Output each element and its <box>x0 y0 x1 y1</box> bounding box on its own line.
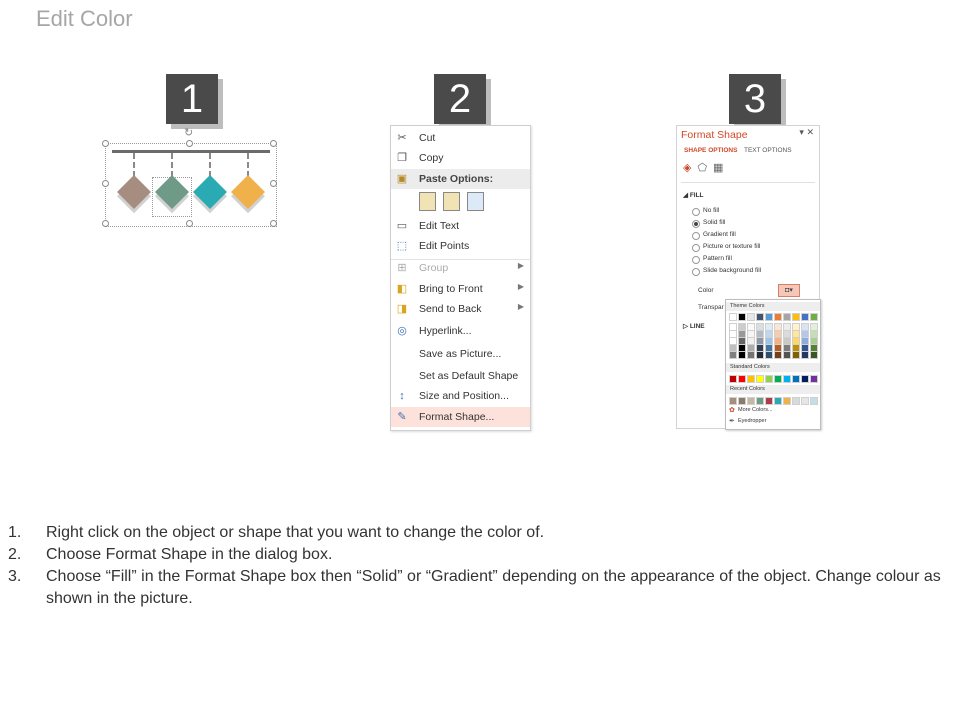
line-section-header[interactable]: ▷ LINE <box>683 323 705 330</box>
resize-handle[interactable] <box>102 180 109 187</box>
tab-text-options[interactable]: TEXT OPTIONS <box>744 147 792 154</box>
paste-picture-icon[interactable] <box>467 192 484 211</box>
color-picker-button[interactable] <box>778 284 800 297</box>
transparency-label: Transpar <box>698 304 724 311</box>
theme-color-swatch[interactable] <box>801 313 809 321</box>
recent-color-swatch[interactable] <box>774 397 782 405</box>
paste-option-buttons <box>419 192 489 212</box>
standard-colors-header: Standard Colors <box>726 363 820 372</box>
more-colors-link[interactable]: More Colors... <box>738 407 773 413</box>
recent-color-swatch[interactable] <box>747 397 755 405</box>
close-icon[interactable]: ✕ <box>806 127 814 137</box>
menu-item-copy[interactable]: ❐ Copy <box>391 148 530 168</box>
recent-color-swatch[interactable] <box>765 397 773 405</box>
hanger-string <box>247 153 249 177</box>
instruction-step: 2. Choose Format Shape in the dialog box. <box>8 546 333 563</box>
eyedropper-icon: ✒ <box>729 418 735 425</box>
resize-handle[interactable] <box>102 140 109 147</box>
effects-icon[interactable]: ⬠ <box>697 162 714 174</box>
menu-item-group[interactable]: ⊞ Group ▶ <box>391 258 530 278</box>
standard-color-swatch[interactable] <box>729 375 737 383</box>
selected-shape-group[interactable] <box>104 127 276 226</box>
menu-item-cut[interactable]: ✂ Cut <box>391 128 530 148</box>
hanger-string <box>133 153 135 177</box>
menu-paste-options-header: ▣ Paste Options: <box>391 169 530 189</box>
recent-color-swatch[interactable] <box>810 397 818 405</box>
menu-item-send-to-back[interactable]: ◨ Send to Back ▶ <box>396 302 524 315</box>
recent-color-swatch[interactable] <box>801 397 809 405</box>
more-colors-icon: ✿ <box>729 407 735 414</box>
pane-title: Format Shape <box>681 129 748 141</box>
standard-color-swatch[interactable] <box>792 375 800 383</box>
expand-arrow-icon: ▷ <box>683 323 688 330</box>
theme-color-swatch[interactable] <box>801 351 809 359</box>
option-picture-fill: Picture or texture fill <box>703 243 761 250</box>
instruction-list <box>8 522 948 610</box>
option-no-fill: No fill <box>703 207 720 214</box>
menu-item-format-shape[interactable]: ✎ Format Shape... <box>391 407 530 427</box>
resize-handle[interactable] <box>270 220 277 227</box>
radio-solid-fill[interactable] <box>692 220 700 228</box>
menu-item-bring-to-front[interactable]: ◧ Bring to Front ▶ <box>396 282 524 295</box>
menu-item-edit-points[interactable]: ⬚ Edit Points <box>396 240 470 252</box>
resize-handle[interactable] <box>270 140 277 147</box>
option-pattern-fill: Pattern fill <box>703 255 732 262</box>
bring-front-icon: ◧ <box>396 283 408 295</box>
radio-slide-bg-fill[interactable] <box>692 268 700 276</box>
standard-color-swatch[interactable] <box>774 375 782 383</box>
format-shape-pane <box>676 125 820 429</box>
standard-color-swatch[interactable] <box>810 375 818 383</box>
theme-color-swatch[interactable] <box>774 313 782 321</box>
paint-bucket-icon: ◘▾ <box>785 287 793 294</box>
theme-color-swatch[interactable] <box>738 351 746 359</box>
group-icon: ⊞ <box>397 262 407 274</box>
theme-color-swatch[interactable] <box>756 351 764 359</box>
tab-shape-options[interactable]: SHAPE OPTIONS <box>684 147 738 154</box>
send-back-icon: ◨ <box>396 303 408 315</box>
pane-controls <box>799 127 814 138</box>
collapse-arrow-icon: ◢ <box>683 192 688 199</box>
theme-color-swatch[interactable] <box>810 351 818 359</box>
rotate-handle-icon[interactable]: ↻ <box>184 127 194 139</box>
theme-color-swatch[interactable] <box>792 313 800 321</box>
standard-color-swatch[interactable] <box>783 375 791 383</box>
menu-item-hyperlink[interactable]: ◎ Hyperlink... <box>391 321 530 341</box>
paste-keep-source-icon[interactable] <box>419 192 436 211</box>
hanger-string <box>209 153 211 177</box>
fill-line-icon[interactable]: ◈ <box>683 162 698 174</box>
page-title: Edit Color <box>36 6 133 31</box>
theme-color-swatch[interactable] <box>810 313 818 321</box>
menu-item-save-as-picture[interactable]: Save as Picture... <box>419 348 502 360</box>
theme-color-swatch[interactable] <box>783 351 791 359</box>
context-menu <box>390 125 531 431</box>
standard-color-swatch[interactable] <box>747 375 755 383</box>
option-gradient-fill: Gradient fill <box>703 231 736 238</box>
radio-pattern-fill[interactable] <box>692 256 700 264</box>
resize-handle[interactable] <box>102 220 109 227</box>
pane-menu-icon[interactable]: ▾ <box>799 127 804 137</box>
instruction-step: 1. Right click on the object or shape that you want to change the color of. <box>8 524 545 541</box>
paste-merge-icon[interactable] <box>443 192 460 211</box>
recent-color-swatch[interactable] <box>756 397 764 405</box>
theme-color-swatch[interactable] <box>738 313 746 321</box>
theme-color-swatch[interactable] <box>747 351 755 359</box>
recent-color-swatch[interactable] <box>783 397 791 405</box>
fill-section-header[interactable]: ◢ FILL <box>683 192 704 199</box>
theme-colors-header: Theme Colors <box>726 302 820 311</box>
color-label: Color <box>698 287 714 294</box>
menu-item-size-position[interactable]: ↕ Size and Position... <box>391 386 530 406</box>
eyedropper-link[interactable]: Eyedropper <box>738 418 767 424</box>
radio-gradient-fill[interactable] <box>692 232 700 240</box>
recent-color-swatch[interactable] <box>738 397 746 405</box>
menu-item-set-default-shape[interactable]: Set as Default Shape <box>419 370 519 382</box>
hyperlink-icon: ◎ <box>397 325 407 337</box>
step-badge-3: 3 <box>729 74 781 124</box>
standard-color-swatch[interactable] <box>756 375 764 383</box>
step-badge-1: 1 <box>166 74 218 124</box>
format-shape-icon: ✎ <box>397 411 407 423</box>
theme-color-swatch[interactable] <box>765 313 773 321</box>
recent-color-swatch[interactable] <box>792 397 800 405</box>
pane-category-icons <box>683 161 729 174</box>
theme-color-swatch[interactable] <box>783 313 791 321</box>
copy-icon: ❐ <box>397 152 407 164</box>
theme-color-swatch[interactable] <box>729 313 737 321</box>
edit-text-icon: ▭ <box>396 220 408 232</box>
theme-color-swatch[interactable] <box>792 351 800 359</box>
radio-no-fill[interactable] <box>692 208 700 216</box>
submenu-arrow-icon: ▶ <box>517 282 524 291</box>
recent-color-swatch[interactable] <box>729 397 737 405</box>
paste-icon: ▣ <box>396 173 408 185</box>
resize-handle[interactable] <box>270 180 277 187</box>
theme-color-swatch[interactable] <box>756 313 764 321</box>
hanger-string <box>171 153 173 177</box>
theme-color-swatch[interactable] <box>729 351 737 359</box>
option-solid-fill: Solid fill <box>703 219 726 226</box>
standard-color-swatch[interactable] <box>738 375 746 383</box>
recent-colors-header: Recent Colors <box>726 385 820 394</box>
size-position-icon: ↕ <box>399 390 405 402</box>
radio-picture-fill[interactable] <box>692 244 700 252</box>
pane-divider <box>681 182 815 183</box>
submenu-arrow-icon: ▶ <box>517 261 524 270</box>
resize-handle[interactable] <box>186 220 193 227</box>
edit-points-icon: ⬚ <box>396 240 408 252</box>
standard-color-swatch[interactable] <box>765 375 773 383</box>
scissors-icon: ✂ <box>397 132 407 144</box>
size-properties-icon[interactable]: ▦ <box>713 162 730 174</box>
theme-color-swatch[interactable] <box>774 351 782 359</box>
option-slide-bg-fill: Slide background fill <box>703 267 762 274</box>
standard-color-swatch[interactable] <box>801 375 809 383</box>
theme-color-swatch[interactable] <box>747 313 755 321</box>
resize-handle[interactable] <box>186 140 193 147</box>
submenu-arrow-icon: ▶ <box>517 302 524 311</box>
color-palette-dropdown <box>725 299 821 430</box>
step-badge-2: 2 <box>434 74 486 124</box>
instruction-step: 3. Choose “Fill” in the Format Shape box then “Solid” or “Gradient” depending on the appearance of the object. Change colour as shown in the picture. <box>8 568 941 607</box>
theme-color-swatch[interactable] <box>765 351 773 359</box>
menu-item-edit-text[interactable]: ▭ Edit Text <box>396 220 460 232</box>
